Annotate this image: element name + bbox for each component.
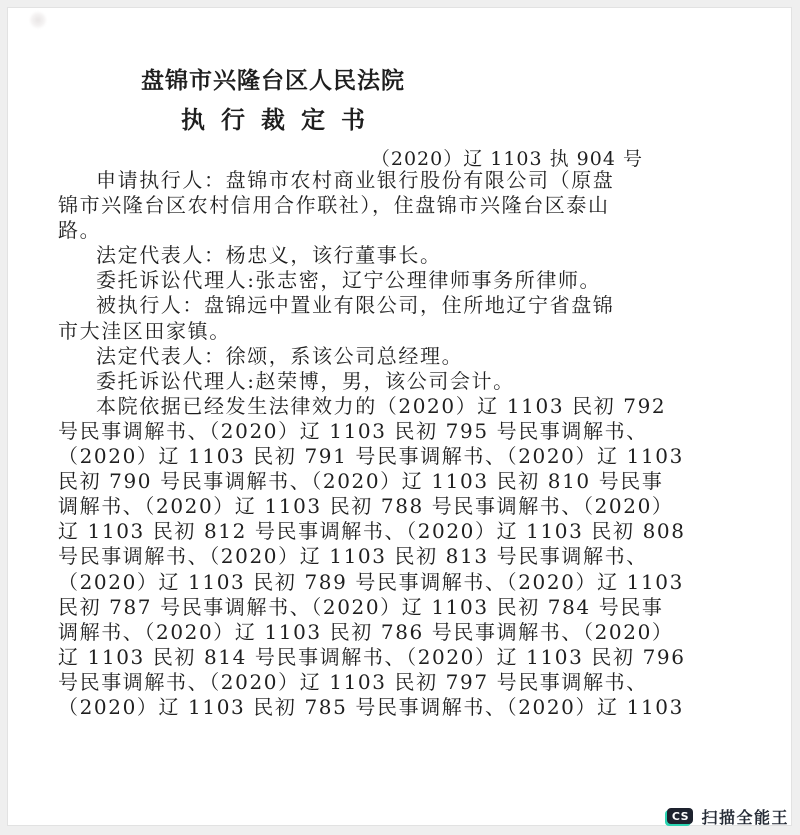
body-line: 民初 790 号民事调解书、（2020）辽 1103 民初 810 号民事 bbox=[58, 469, 664, 494]
body-line: 委托诉讼代理人:张志密，辽宁公理律师事务所律师。 bbox=[96, 268, 602, 293]
body-line: 锦市兴隆台区农村信用合作联社），住盘锦市兴隆台区泰山 bbox=[58, 193, 610, 218]
document-body bbox=[58, 168, 686, 720]
scan-smudge bbox=[30, 12, 46, 28]
body-line: 号民事调解书、（2020）辽 1103 民初 813 号民事调解书、 bbox=[58, 544, 648, 569]
body-line: 本院依据已经发生法律效力的（2020）辽 1103 民初 792 bbox=[96, 393, 667, 418]
body-line: 被执行人：盘锦远中置业有限公司，住所地辽宁省盘锦 bbox=[96, 293, 615, 318]
camscanner-label: 扫描全能王 bbox=[701, 807, 789, 827]
body-line: 委托诉讼代理人:赵荣博，男，该公司会计。 bbox=[96, 368, 515, 393]
body-line: 辽 1103 民初 814 号民事调解书、（2020）辽 1103 民初 796 bbox=[58, 644, 686, 669]
body-line: 法定代表人：杨忠义，该行董事长。 bbox=[96, 243, 442, 268]
body-line: 号民事调解书、（2020）辽 1103 民初 797 号民事调解书、 bbox=[58, 669, 648, 694]
body-line: 市大洼区田家镇。 bbox=[58, 318, 231, 343]
camscanner-watermark bbox=[667, 805, 789, 827]
body-line: （2020）辽 1103 民初 785 号民事调解书、（2020）辽 1103 bbox=[58, 694, 684, 719]
document-title: 执行裁定书 bbox=[181, 105, 381, 134]
body-line: 申请执行人：盘锦市农村商业银行股份有限公司（原盘 bbox=[96, 168, 615, 192]
case-number: （2020）辽 1103 执 904 号 bbox=[370, 148, 643, 170]
body-line: 调解书、（2020）辽 1103 民初 788 号民事调解书、（2020） bbox=[58, 494, 674, 519]
body-line: （2020）辽 1103 民初 791 号民事调解书、（2020）辽 1103 bbox=[58, 444, 684, 469]
court-name: 盘锦市兴隆台区人民法院 bbox=[141, 67, 405, 94]
body-line: 调解书、（2020）辽 1103 民初 786 号民事调解书、（2020） bbox=[58, 619, 674, 644]
camscanner-logo-icon: CS bbox=[667, 808, 693, 824]
body-line: 号民事调解书、（2020）辽 1103 民初 795 号民事调解书、 bbox=[58, 418, 648, 443]
body-line: 法定代表人：徐颂，系该公司总经理。 bbox=[96, 343, 464, 368]
body-line: 路。 bbox=[58, 218, 102, 243]
body-line: 辽 1103 民初 812 号民事调解书、（2020）辽 1103 民初 808 bbox=[58, 519, 686, 544]
document-page bbox=[8, 8, 791, 825]
body-line: （2020）辽 1103 民初 789 号民事调解书、（2020）辽 1103 bbox=[58, 569, 684, 594]
body-line: 民初 787 号民事调解书、（2020）辽 1103 民初 784 号民事 bbox=[58, 594, 664, 619]
